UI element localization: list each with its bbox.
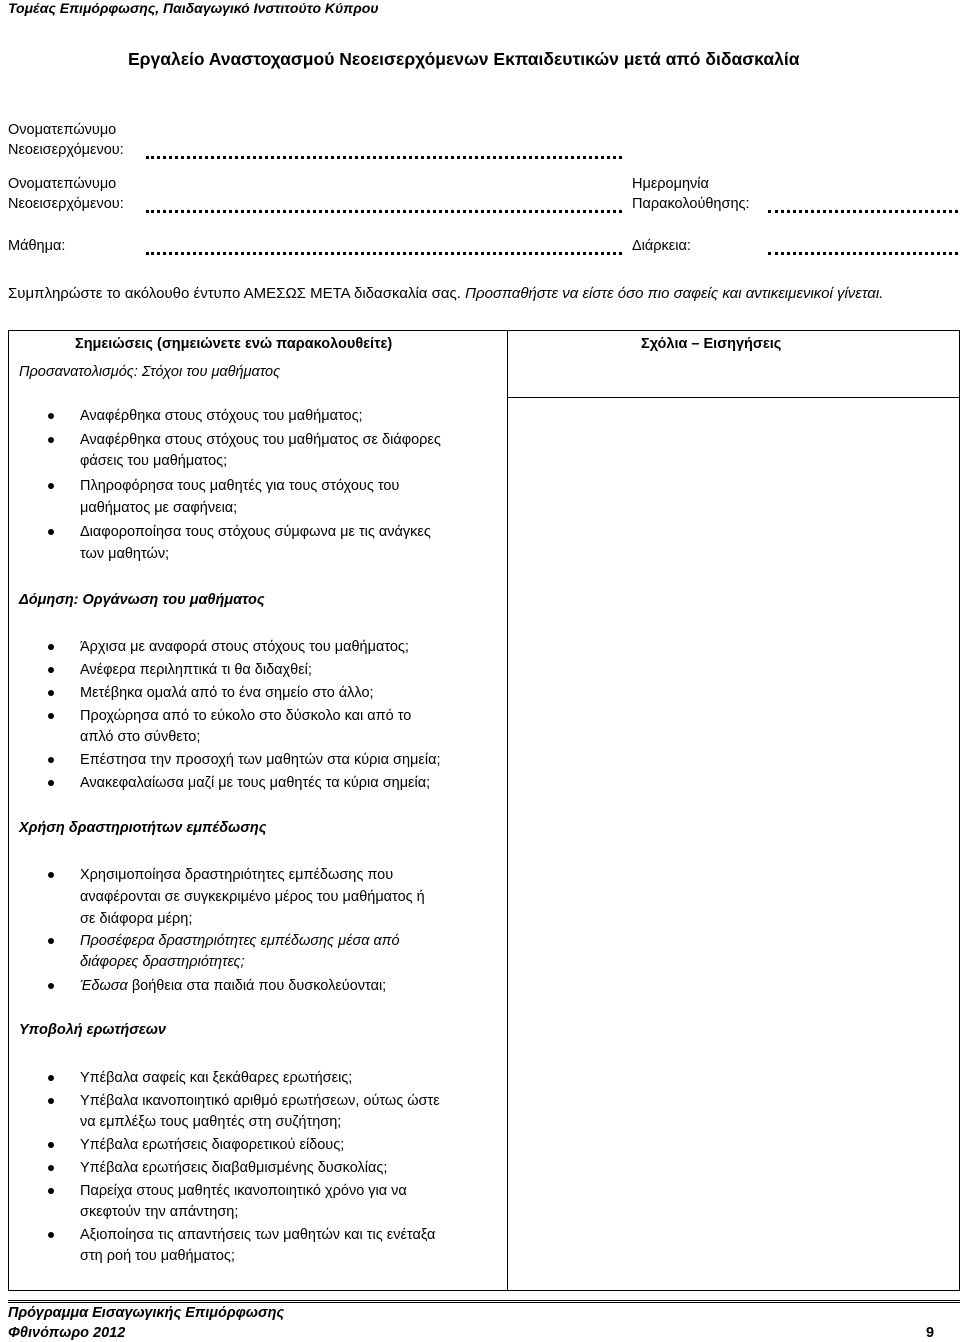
questions-item-6a: Αξιοποίησα τις απαντήσεις των μαθητών και τις ενέταξα [80, 1227, 436, 1243]
questions-item-6b: στη ροή του μαθήματος; [80, 1248, 235, 1264]
section-title-questions: Υποβολή ερωτήσεων [19, 1022, 166, 1038]
page-title: Εργαλείο Αναστοχασμού Νεοεισερχόμενων Εκπαιδευτικών μετά από διδασκαλία [128, 49, 800, 69]
observer-label-line1: Ονοματεπώνυμο [8, 176, 117, 192]
orientation-item-1: Αναφέρθηκα στους στόχους του μαθήματος; [80, 408, 363, 424]
footer-divider [8, 1300, 960, 1303]
structure-item-5: Επέστησα την προσοχή των μαθητών στα κύρια σημεία; [80, 752, 441, 768]
consolidation-item-3 [80, 976, 386, 997]
mentee-label-line1: Ονοματεπώνυμο [8, 122, 117, 138]
header-org: Τομέας Επιμόρφωσης, Παιδαγωγικό Ινστιτούτο Κύπρου [8, 0, 379, 16]
questions-item-1: Υπέβαλα σαφείς και ξεκάθαρες ερωτήσεις; [80, 1070, 353, 1086]
bullet-icon [48, 1188, 54, 1194]
bullet-icon [48, 780, 54, 786]
questions-item-4: Υπέβαλα ερωτήσεις διαβαθμισμένης δυσκολίας; [80, 1160, 388, 1176]
bullet-icon [48, 644, 54, 650]
bullet-icon [48, 1075, 54, 1081]
mentee-label-line2: Νεοεισερχόμενου: [8, 142, 124, 158]
orientation-item-4b: των μαθητών; [80, 546, 170, 562]
structure-item-2: Ανέφερα περιληπτικά τι θα διδαχθεί; [80, 662, 312, 678]
date-field[interactable] [768, 210, 958, 213]
bullet-icon [48, 983, 54, 989]
observer-name-field[interactable] [146, 210, 622, 213]
bullet-icon [48, 483, 54, 489]
section-title-orientation: Προσανατολισμός: Στόχοι του μαθήματος [19, 364, 281, 380]
footer-program: Πρόγραμμα Εισαγωγικής Επιμόρφωσης [8, 1305, 285, 1321]
structure-item-3: Μετέβηκα ομαλά από το ένα σημείο στο άλλο; [80, 685, 374, 701]
bullet-icon [48, 938, 54, 944]
bullet-icon [48, 1232, 54, 1238]
duration-label: Διάρκεια: [632, 238, 691, 254]
mentee-name-field[interactable] [146, 156, 622, 159]
questions-item-2b: να εμπλέξω τους μαθητές στη συζήτηση; [80, 1114, 342, 1130]
bullet-icon [48, 413, 54, 419]
consolidation-item-3-italic: Έδωσα [80, 978, 128, 994]
page-number: 9 [926, 1325, 935, 1341]
bullet-icon [48, 437, 54, 443]
bullet-icon [48, 1098, 54, 1104]
orientation-item-4a: Διαφοροποίησα τους στόχους σύμφωνα με τις ανάγκες [80, 524, 431, 540]
comments-header-divider [508, 397, 960, 398]
section-title-structure: Δόμηση: Οργάνωση του μαθήματος [19, 592, 265, 608]
bullet-icon [48, 529, 54, 535]
section-title-consolidation: Χρήση δραστηριοτήτων εμπέδωσης [19, 820, 267, 836]
questions-item-5b: σκεφτούν την απάντηση; [80, 1204, 239, 1220]
instructions-normal: Συμπληρώστε το ακόλουθο έντυπο ΑΜΕΣΩΣ ΜΕΤΑ διδασκαλία σας. [8, 285, 461, 302]
orientation-item-2b: φάσεις του μαθήματος; [80, 453, 228, 469]
structure-item-4a: Προχώρησα από το εύκολο στο δύσκολο και από το [80, 708, 412, 724]
subject-label: Μάθημα: [8, 238, 66, 254]
consolidation-item-2b: διάφορες δραστηριότητες; [80, 954, 245, 970]
bullet-icon [48, 713, 54, 719]
notes-column-header: Σημειώσεις (σημειώνετε ενώ παρακολουθείτε) [75, 336, 393, 352]
instructions [8, 284, 958, 304]
questions-item-3: Υπέβαλα ερωτήσεις διαφορετικού είδους; [80, 1137, 345, 1153]
bullet-icon [48, 872, 54, 878]
structure-item-4b: απλό στο σύνθετο; [80, 729, 201, 745]
bullet-icon [48, 1142, 54, 1148]
consolidation-item-1a: Χρησιμοποίησα δραστηριότητες εμπέδωσης που [80, 867, 394, 883]
bullet-icon [48, 667, 54, 673]
bullet-icon [48, 757, 54, 763]
subject-field[interactable] [146, 252, 622, 255]
footer-term: Φθινόπωρο 2012 [8, 1325, 126, 1341]
structure-item-1: Άρχισα με αναφορά στους στόχους του μαθήματος; [80, 639, 409, 655]
consolidation-item-2a: Προσέφερα δραστηριότητες εμπέδωσης μέσα από [80, 933, 400, 949]
observer-label-line2: Νεοεισερχόμενου: [8, 196, 124, 212]
orientation-item-3a: Πληροφόρησα τους μαθητές για τους στόχους του [80, 478, 400, 494]
questions-item-2a: Υπέβαλα ικανοποιητικό αριθμό ερωτήσεων, ούτως ώστε [80, 1093, 440, 1109]
comments-column[interactable] [508, 331, 960, 1291]
consolidation-item-1c: σε διάφορα μέρη; [80, 911, 193, 927]
bullet-icon [48, 1165, 54, 1171]
questions-item-5a: Παρείχα στους μαθητές ικανοποιητικό χρόνο για να [80, 1183, 407, 1199]
bullet-icon [48, 690, 54, 696]
instructions-italic: Προσπαθήστε να είστε όσο πιο σαφείς και αντικειμενικοί γίνεται. [460, 285, 884, 302]
comments-column-header: Σχόλια – Εισηγήσεις [641, 336, 782, 352]
consolidation-item-1b: αναφέρονται σε συγκεκριμένο μέρος του μαθήματος ή [80, 889, 425, 905]
date-label-line1: Ημερομηνία [632, 176, 709, 192]
structure-item-6: Ανακεφαλαίωσα μαζί με τους μαθητές τα κύρια σημεία; [80, 775, 431, 791]
orientation-item-2a: Αναφέρθηκα στους στόχους του μαθήματος σε διάφορες [80, 432, 441, 448]
date-label-line2: Παρακολούθησης: [632, 196, 750, 212]
consolidation-item-3-rest: βοήθεια στα παιδιά που δυσκολεύονται; [127, 978, 387, 994]
duration-field[interactable] [768, 252, 958, 255]
orientation-item-3b: μαθήματος με σαφήνεια; [80, 500, 238, 516]
